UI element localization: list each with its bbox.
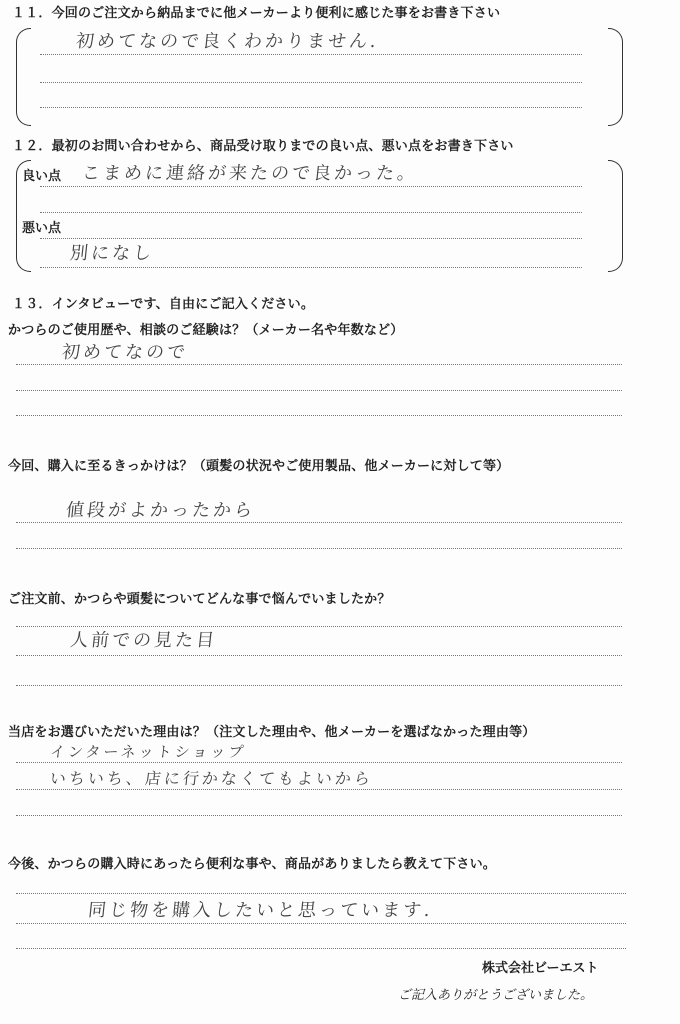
interview-question: 今後、かつらの購入時にあったら便利な事や、商品がありましたら教えて下さい。 [8,857,497,872]
answer-line [40,212,582,213]
answer-line [16,893,626,894]
q13-title: １３．インタビューです、自由にご記入ください。 [12,297,315,312]
answer-line [16,789,622,790]
answer-line [16,923,626,924]
good-point-label: 良い点 [22,169,62,184]
answer-line [40,238,582,239]
q11-title: １１．今回のご注文から納品までに他メーカーより便利に感じた事をお書き下さい [12,6,501,21]
interview-answer: 同じ物を購入したいと思っています. [86,900,434,921]
interview-answer: 初めてなので [60,342,190,363]
interview-question: ご注文前、かつらや頭髪についてどんな事で悩んでいましたか？ [8,592,391,607]
answer-line [16,815,622,816]
bracket-right [608,160,623,272]
company-name: 株式会社ビーエスト [482,961,599,976]
answer-line [40,267,582,268]
q11-answer: 初めてなので良くわかりません. [74,31,380,52]
answer-line [40,54,582,55]
answer-line [16,685,622,686]
answer-line [16,364,622,365]
interview-answer: いちいち、店に行かなくてもよいから [49,769,375,788]
interview-answer: 人前での見た目 [68,630,219,651]
answer-line [16,415,622,416]
answer-line [40,186,582,187]
good-point-answer: こまめに連絡が来たので良かった。 [80,163,420,184]
interview-answer: インターネットショップ [49,743,248,761]
interview-question: 当店をお選びいただいた理由は？（注文した理由や、他メーカーを選ばなかった理由等） [8,725,536,740]
answer-line [16,522,622,523]
bracket-right [608,28,623,126]
answer-line [16,762,622,763]
bad-point-answer: 別になし [68,243,156,264]
interview-question: かつらのご使用歴や、相談のご経験は？（メーカー名や年数など） [8,323,404,338]
answer-line [16,655,622,656]
q12-title: １２．最初のお問い合わせから、商品受け取りまでの良い点、悪い点をお書き下さい [12,139,514,154]
interview-answer: 値段がよかったから [64,500,257,521]
bracket-left [16,28,31,126]
answer-line [40,107,582,108]
answer-line [16,548,622,549]
interview-question: 今回、購入に至るきっかけは？（頭髪の状況やご使用製品、他メーカーに対して等） [8,459,510,474]
answer-line [16,390,622,391]
answer-line [16,626,622,627]
bad-point-label: 悪い点 [22,221,62,236]
answer-line [40,82,582,83]
answer-line [16,948,626,949]
thanks-message: ご記入ありがとうございました。 [398,988,594,1003]
